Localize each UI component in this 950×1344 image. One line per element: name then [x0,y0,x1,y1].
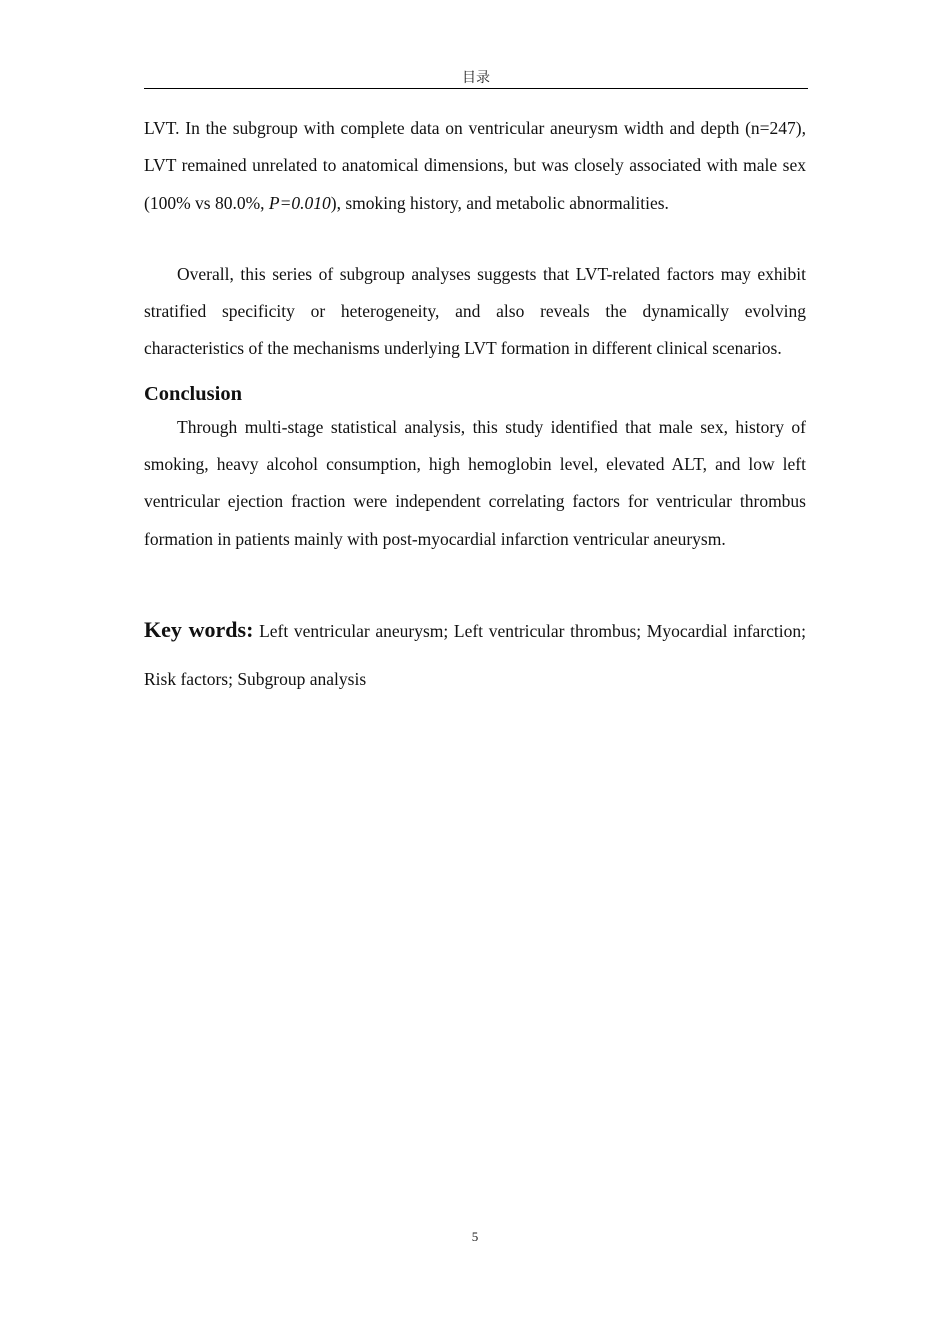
paragraph-subgroup-results [144,110,806,222]
conclusion-paragraph: Through multi-stage statistical analysis, this study identified that male sex, history of smoking, heavy alcohol consumption, high hemoglobin level, elevated ALT, and low left ventricular ejection fraction were independent correlating factors for ventricular thrombus formation in patients mainly with post-myocardial infarction ventricular aneurysm. [144,416,806,549]
paragraph-subgroup-results-text-a: LVT. In the subgroup with complete data on ventricular aneurysm width and depth (n=247), LVT remained unrelated to anatomical dimensions, but was closely associated with male sex (100% vs 80.0%, [144,118,806,213]
p-value: P=0.010 [268,192,331,213]
conclusion-heading: Conclusion [144,382,242,405]
keywords-label: Key words: [144,616,254,642]
page-body [144,110,806,703]
paragraph-overall: Overall, this series of subgroup analyses suggests that LVT-related factors may exhibit stratified specificity or heterogeneity, and also reveals the dynamically evolving characteristics of the mechanisms underlying LVT formation in different clinical scenarios. [144,263,806,359]
header-title: 目录 [462,70,490,86]
page-header [144,68,808,89]
keywords-text: Left ventricular aneurysm; Left ventricular thrombus; Myocardial infarction; Risk factors; Subgroup analysis [144,620,806,689]
page-number: 5 [471,1229,479,1244]
keywords-paragraph [144,606,806,703]
paragraph-subgroup-results-text-b: ), smoking history, and metabolic abnormalities. [330,192,669,213]
